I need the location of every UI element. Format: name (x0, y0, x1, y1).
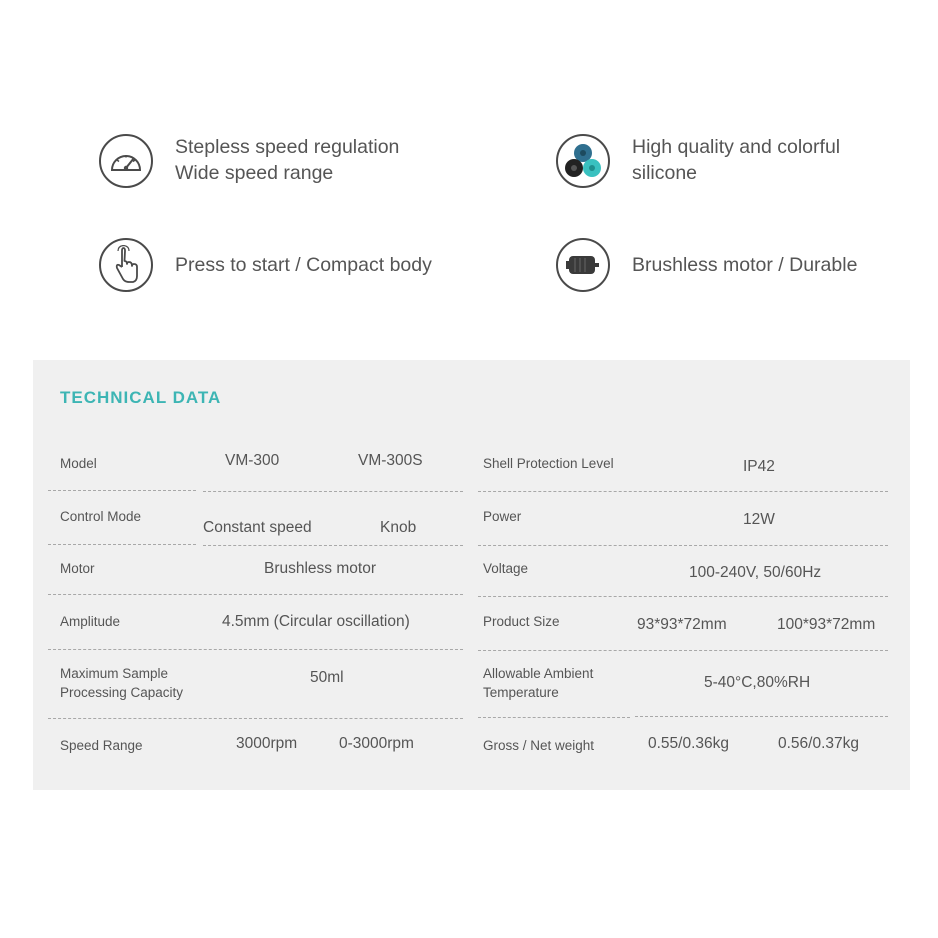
spec-value: 93*93*72mm (637, 616, 727, 633)
silicone-colors-icon (556, 134, 610, 188)
spec-value: 3000rpm (236, 735, 298, 752)
divider (48, 649, 463, 650)
technical-data-title: TECHNICAL DATA (60, 388, 222, 407)
feature-motor (556, 238, 857, 292)
spec-label (483, 664, 593, 702)
spec-label: Power (483, 509, 522, 524)
divider (478, 545, 888, 546)
spec-value: 50ml (310, 669, 344, 686)
spec-label (60, 664, 183, 702)
spec-label: Shell Protection Level (483, 456, 614, 471)
divider (48, 594, 463, 595)
spec-label: Gross / Net weight (483, 738, 595, 753)
spec-value: 5-40°C,80%RH (704, 674, 811, 691)
spec-label: Product Size (483, 614, 560, 629)
speedometer-icon (99, 134, 153, 188)
divider (478, 717, 630, 718)
spec-value: VM-300 (225, 452, 280, 469)
divider (48, 544, 196, 545)
technical-data-panel (33, 360, 910, 790)
divider (48, 718, 463, 719)
divider (48, 490, 196, 491)
divider (478, 596, 888, 597)
spec-value: 100-240V, 50/60Hz (689, 564, 822, 581)
finger-press-icon (99, 238, 153, 292)
feature-line: Press to start / Compact body (175, 254, 432, 276)
feature-text (175, 252, 432, 278)
spec-label: Amplitude (60, 614, 121, 629)
spec-value: Knob (380, 519, 417, 536)
spec-value: 0-3000rpm (339, 735, 414, 752)
spec-value: 4.5mm (Circular oscillation) (222, 613, 410, 630)
feature-line: silicone (632, 162, 698, 184)
spec-value: 12W (743, 511, 775, 528)
feature-line: High quality and colorful (632, 136, 841, 158)
feature-press (99, 238, 432, 292)
feature-line: Brushless motor / Durable (632, 254, 858, 276)
feature-text (632, 252, 857, 278)
feature-text (175, 134, 399, 186)
feature-text (632, 134, 840, 186)
divider (203, 491, 463, 492)
divider (203, 545, 463, 546)
divider (635, 716, 888, 717)
spec-value: VM-300S (358, 452, 423, 469)
spec-value: 0.55/0.36kg (648, 735, 730, 752)
spec-value: Brushless motor (264, 560, 376, 577)
spec-label-line: Allowable Ambient (483, 666, 594, 681)
divider (478, 491, 888, 492)
spec-label-line: Processing Capacity (60, 685, 184, 700)
spec-label: Speed Range (60, 738, 143, 753)
motor-icon (556, 238, 610, 292)
spec-value: 100*93*72mm (777, 616, 876, 633)
divider (478, 650, 888, 651)
spec-value: IP42 (743, 458, 775, 475)
spec-label-line: Temperature (483, 685, 559, 700)
spec-value: Constant speed (203, 519, 312, 536)
spec-value: 0.56/0.37kg (778, 735, 860, 752)
feature-line: Stepless speed regulation (175, 136, 400, 158)
spec-label: Voltage (483, 561, 529, 576)
spec-label: Motor (60, 561, 95, 576)
spec-label: Control Mode (60, 509, 142, 524)
feature-silicone (556, 134, 840, 188)
feature-line: Wide speed range (175, 162, 334, 184)
spec-label: Model (60, 456, 97, 471)
feature-speed (99, 134, 399, 188)
spec-label-line: Maximum Sample (60, 666, 169, 681)
